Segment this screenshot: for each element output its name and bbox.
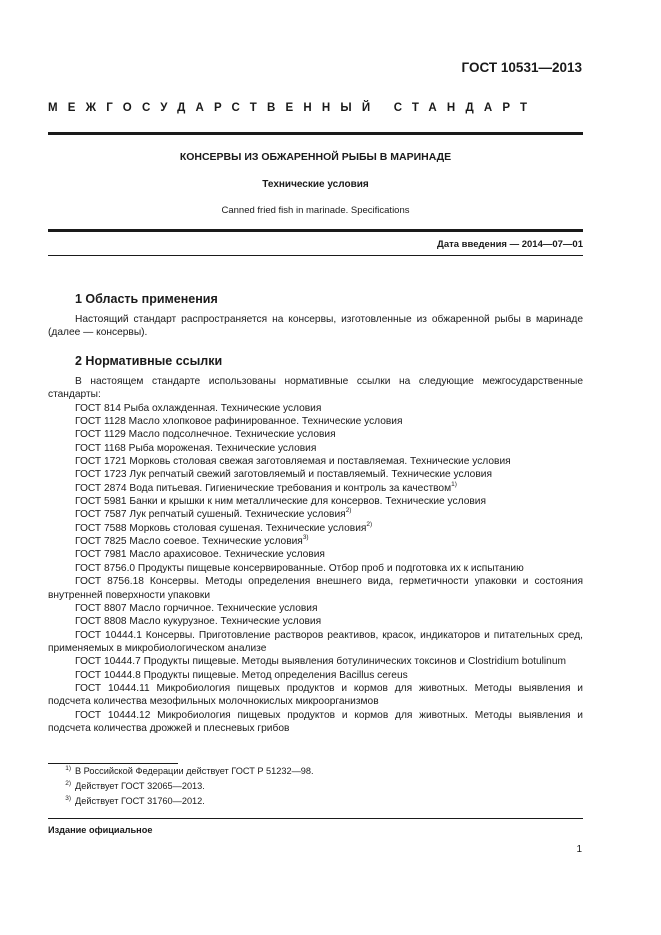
official-edition-label: Издание официальное: [48, 825, 153, 835]
footnote-mark: 3): [65, 795, 71, 802]
interstate-standard-banner: МЕЖГОСУДАРСТВЕННЫЙ СТАНДАРТ: [48, 102, 538, 114]
reference-item: ГОСТ 8808 Масло кукурузное. Технические условия: [75, 616, 322, 628]
reference-item: ГОСТ 7588 Морковь столовая сушеная. Технические условия$^{2)}$: [75, 520, 373, 534]
reference-item: ГОСТ 7981 Масло арахисовое. Технические условия: [75, 549, 325, 561]
normative-references-list: [48, 375, 583, 735]
reference-item: ГОСТ 2874 Вода питьевая. Гигиенические требования и контроль за качеством$^{1)}$: [75, 480, 457, 494]
reference-item: ГОСТ 10444.11 Микробиология пищевых продуктов и кормов для животных. Методы выявления и подсчета количества мезофильных молочнокислых микроорганизмов: [48, 682, 583, 708]
document-title: КОНСЕРВЫ ИЗ ОБЖАРЕННОЙ РЫБЫ В МАРИНАДЕ: [179, 151, 452, 163]
footnote: [48, 766, 583, 776]
footnote: [48, 781, 583, 791]
footnote-mark: 1): [65, 765, 71, 772]
gost-number: ГОСТ 10531—2013: [461, 60, 582, 75]
top-rule: [48, 132, 583, 135]
footnote-text: В Российской Федерации действует ГОСТ Р 51232—98.: [75, 766, 314, 776]
footnote-text: Действует ГОСТ 31760—2012.: [75, 796, 205, 806]
english-title: Canned fried fish in marinade. Specifications: [221, 205, 410, 216]
section-2-heading: 2 Нормативные ссылки: [75, 354, 223, 368]
reference-item: ГОСТ 1129 Масло подсолнечное. Технические условия: [75, 429, 336, 441]
section-1-heading: 1 Область применения: [75, 292, 218, 306]
reference-item: ГОСТ 10444.1 Консервы. Приготовление растворов реактивов, красок, индикаторов и питательных сред, применяемых в микробиологическом анализе: [48, 629, 583, 654]
reference-item: ГОСТ 8756.18 Консервы. Методы определения внешнего вида, герметичности упаковки и состояния внутренней поверхности упаковки: [48, 576, 583, 601]
reference-item: ГОСТ 1168 Рыба мороженая. Технические условия: [75, 442, 317, 454]
intro-date: Дата введения — 2014—07—01: [437, 239, 583, 250]
footnote-ref: 3): [302, 534, 309, 542]
reference-item: ГОСТ 5981 Банки и крышки к ним металлические для консервов. Технические условия: [75, 496, 486, 508]
reference-item: ГОСТ 8807 Масло горчичное. Технические условия: [75, 602, 318, 614]
footnote-mark: 2): [65, 780, 71, 787]
edition-rule: [48, 818, 583, 819]
reference-item: ГОСТ 1723 Лук репчатый свежий заготовляемый и поставляемый. Технические условия: [75, 469, 492, 481]
footnote-ref: 2): [345, 507, 352, 515]
section-1-text-block: [48, 313, 583, 339]
reference-item: ГОСТ 10444.8 Продукты пищевые. Метод определения Bacillus cereus: [75, 669, 408, 681]
date-rule: [48, 255, 583, 256]
title-bottom-rule: [48, 229, 583, 232]
footnote: [48, 796, 583, 806]
reference-item: ГОСТ 1721 Морковь столовая свежая заготовляемая и поставляемая. Технические условия: [75, 456, 511, 468]
reference-item: ГОСТ 10444.7 Продукты пищевые. Методы выявления ботулинических токсинов и Clostridium botulinum: [75, 656, 566, 668]
reference-item: ГОСТ 1128 Масло хлопковое рафинированное. Технические условия: [75, 416, 403, 428]
reference-item: ГОСТ 10444.12 Микробиология пищевых продуктов и кормов для животных. Методы выявления и подсчета количества дрожжей и плесневых грибов: [48, 709, 583, 734]
footnote-ref: 1): [451, 480, 457, 488]
section-1-paragraph: Настоящий стандарт распространяется на консервы, изготовленные из обжаренной рыбы в маринаде (далее — консервы).: [48, 314, 583, 339]
footnote-text: Действует ГОСТ 32065—2013.: [75, 781, 205, 791]
reference-item: ГОСТ 7587 Лук репчатый сушеный. Технические условия$^{2)}$: [75, 507, 352, 521]
references-intro: В настоящем стандарте использованы нормативные ссылки на следующие межгосударственные стандарты:: [48, 376, 583, 401]
reference-item: ГОСТ 7825 Масло соевое. Технические условия$^{3)}$: [75, 534, 309, 548]
page-number: 1: [576, 844, 582, 855]
document-subtitle: Технические условия: [262, 179, 369, 190]
reference-item: ГОСТ 8756.0 Продукты пищевые консервированные. Отбор проб и подготовка их к испытанию: [75, 562, 524, 574]
footnote-ref: 2): [366, 520, 373, 528]
footnote-separator: [48, 763, 178, 764]
reference-item: ГОСТ 814 Рыба охлажденная. Технические условия: [75, 402, 322, 414]
